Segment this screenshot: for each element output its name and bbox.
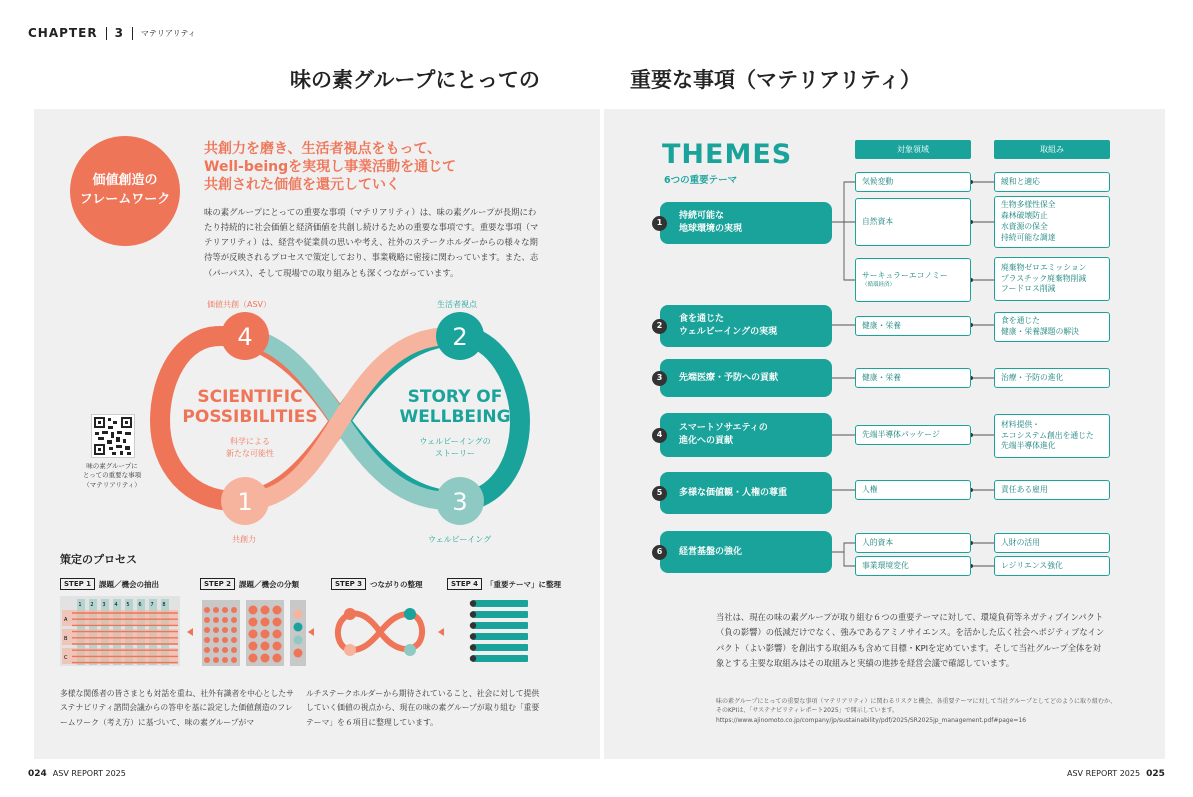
step2-dot — [222, 617, 228, 623]
action-line: 水資源の保全 — [1001, 222, 1048, 231]
framework-badge — [70, 136, 180, 246]
arrow-icon — [308, 628, 314, 636]
step4-bar-dot — [470, 644, 476, 650]
action-line: 食を通じた — [1001, 316, 1040, 326]
theme-number: 3 — [652, 371, 667, 386]
step2-dot — [213, 657, 219, 663]
footnote-url[interactable]: https://www.ajinomoto.co.jp/company/jp/sustainability/pdf/2025/SR2025jp_management.pdf#page=16 — [716, 716, 1027, 724]
action-mitigation: 緩和と適応 — [994, 172, 1110, 192]
step3-node — [344, 644, 356, 656]
action-line: 材料提供・ — [1001, 419, 1040, 429]
step4-bar — [472, 600, 528, 607]
action-line: フードロス削減 — [1001, 284, 1056, 294]
column-head-action: 取組み — [994, 140, 1110, 159]
step2-dot — [204, 647, 210, 653]
column-head-area: 対象領域 — [855, 140, 971, 159]
step2-dot — [231, 627, 237, 633]
node-4-label: 価値共創（ASV） — [207, 300, 272, 309]
step2-dot — [294, 610, 303, 619]
step4-bar-dot — [470, 633, 476, 639]
area-circular-economy — [855, 258, 971, 302]
node-3-number: 3 — [452, 488, 468, 516]
chapter-divider — [106, 27, 107, 40]
theme-number: 5 — [652, 486, 667, 501]
left-sub-2: 新たな可能性 — [226, 449, 274, 458]
area-circular-note: （循環経済） — [862, 281, 896, 288]
theme-number: 4 — [652, 428, 667, 443]
framework-headline-line: 共創された価値を還元していく — [204, 177, 400, 194]
theme-2[interactable] — [656, 305, 832, 347]
step2-dot — [213, 607, 219, 613]
step2-dot — [222, 627, 228, 633]
theme-line: 食を通じた — [679, 314, 725, 325]
theme-4[interactable] — [656, 413, 832, 457]
step2-dot — [222, 647, 228, 653]
footnote-line: そのKPIは、「サステナビリティレポート2025」で開示しています。 — [716, 707, 899, 715]
step2-dot — [261, 618, 270, 627]
footnote — [716, 697, 1136, 725]
action-employment: 責任ある雇用 — [994, 480, 1110, 500]
right-sub-2: ストーリー — [435, 449, 475, 458]
step-1 — [60, 578, 159, 590]
framework-headline-line: 共創力を磨き、生活者視点をもって、 — [204, 141, 442, 157]
action-semiconductor — [994, 414, 1110, 458]
chapter-subtitle: マテリアリティ — [140, 28, 196, 38]
area-health-nutrition-2: 健康・栄養 — [855, 368, 971, 388]
step2-dot — [261, 654, 270, 663]
process-paragraph-left: 多様な関係者の皆さまとも対話を重ね、社外有識者を中心としたサステナビリティ諮問会議からの答申を基に設定した価値創造のフレームワーク（考え方）に基づいて、味の素グループがマ — [60, 689, 294, 727]
theme-number: 6 — [652, 545, 667, 560]
step2-dot — [204, 617, 210, 623]
right-title-2: WELLBEING — [399, 407, 511, 427]
chapter-divider — [132, 27, 133, 40]
node-1-number: 1 — [237, 488, 253, 516]
step2-dot — [249, 606, 258, 615]
footer-left — [28, 769, 126, 779]
grid-col-label: 1 — [78, 602, 82, 608]
step2-dot — [261, 642, 270, 651]
page-title-right: 重要な事項（マテリアリティ） — [630, 68, 922, 92]
step2-dot — [213, 637, 219, 643]
step2-dot — [231, 637, 237, 643]
step2-dot — [249, 642, 258, 651]
step2-dot — [213, 627, 219, 633]
arrow-icon — [438, 628, 444, 636]
step-label: 「重要テーマ」に整理 — [486, 579, 562, 589]
grid-col-label: 3 — [102, 602, 106, 608]
step4-bar — [472, 611, 528, 618]
grid-col-label: 4 — [114, 602, 118, 608]
step2-dot — [294, 636, 303, 645]
footer-left-text: ASV REPORT 2025 — [52, 769, 126, 778]
action-line: 持続可能な調達 — [1001, 232, 1056, 242]
area-natural-capital: 自然資本 — [855, 198, 971, 246]
footer-right — [1067, 769, 1165, 779]
row-label: A — [64, 617, 68, 623]
page-number-left: 024 — [28, 769, 47, 779]
step4-bar-dot — [470, 622, 476, 628]
framework-body: 味の素グループにとっての重要な事項（マテリアリティ）は、味の素グループが長期にわたり持続的に社会価値と経済価値を共創し続けるための重要な事項です。重要な事項（マテリアリティ）は、経営や従業員の思いや考え、社外のステークホルダーからの様々な期待等が反映されるプロセスで策定しており、事業戦略に密接に関わっています。また、志（パーパス）、そして現場での取り組みとも深くつながっています。 — [204, 207, 539, 278]
step-tag: STEP 3 — [331, 578, 366, 590]
action-line: 健康・栄養課題の解決 — [1001, 327, 1079, 336]
area-human-rights: 人権 — [855, 480, 971, 500]
action-nutrition — [994, 312, 1110, 342]
process-illustration — [60, 596, 540, 668]
step2-dot — [249, 630, 258, 639]
grid-col-label: 2 — [90, 602, 94, 608]
area-health-nutrition: 健康・栄養 — [855, 316, 971, 336]
action-biodiversity — [994, 196, 1110, 248]
action-line: プラスチック廃棄物削減 — [1001, 273, 1087, 283]
right-title-1: STORY OF — [407, 387, 503, 407]
step2-dot — [273, 630, 282, 639]
left-title-2: POSSIBILITIES — [182, 407, 318, 427]
grid-col-label: 5 — [126, 602, 130, 608]
node-2-number: 2 — [452, 323, 468, 351]
step2-dot — [204, 637, 210, 643]
step2-dot — [249, 618, 258, 627]
step2-dot — [204, 607, 210, 613]
footer-right-text: ASV REPORT 2025 — [1067, 769, 1141, 778]
step4-bar — [472, 622, 528, 629]
theme-line: 持続可能な — [679, 211, 725, 222]
theme-line: 先端医療・予防への貢献 — [679, 372, 779, 383]
theme-number: 2 — [652, 319, 667, 334]
action-line: 廃棄物ゼロエミッション — [1001, 262, 1087, 272]
area-business-environment: 事業環境変化 — [855, 556, 971, 576]
step-3 — [331, 578, 423, 590]
step2-dot — [222, 637, 228, 643]
step-label: つながりの整理 — [370, 579, 423, 589]
node-3-label: ウェルビーイング — [428, 535, 492, 544]
themes-title: THEMES — [662, 139, 793, 170]
theme-6[interactable] — [656, 531, 832, 573]
step-tag: STEP 4 — [447, 578, 482, 590]
step4-bar-dot — [470, 611, 476, 617]
qr-caption-line: とっての重要な事項 — [82, 471, 142, 480]
action-waste — [994, 257, 1110, 301]
qr-caption — [70, 462, 154, 490]
step3-node — [404, 644, 416, 656]
step2-dot — [204, 657, 210, 663]
step3-node — [344, 608, 356, 620]
action-line: 先端半導体進化 — [1001, 441, 1056, 451]
summary-text: 当社は、現在の味の素グループが取り組む６つの重要テーマに対して、環境負荷等ネガティブインパクト（負の影響）の低減だけでなく、強みであるアミノサイエンス。を活かした広く社会へポジティブなインパクト（よい影響）を創出する取組みも含めて目標・KPIを定めています。そして当社グループ全体を対象とする主要な取組みはその取組みと実績の進捗を経営会議で確認しています。 — [716, 612, 1105, 669]
footnote-line: 味の素グループにとっての重要な事項（マテリアリティ）に関わるリスクと機会、各重要テーマに対して当社グループとしてどのように取り組むか、 — [716, 698, 1116, 705]
theme-number: 1 — [652, 216, 667, 231]
step-2 — [200, 578, 299, 590]
infinity-diagram — [150, 296, 530, 546]
action-treatment: 治療・予防の進化 — [994, 368, 1110, 388]
step-label: 課題／機会の抽出 — [99, 579, 160, 589]
chapter-label: CHAPTER — [28, 26, 98, 40]
chapter-number: 3 — [114, 26, 124, 40]
step4-bar — [472, 655, 528, 662]
framework-badge-line2: フレームワーク — [79, 192, 171, 207]
row-label: B — [64, 636, 68, 642]
step2-dot — [273, 606, 282, 615]
themes-subtitle: 6つの重要テーマ — [664, 175, 738, 186]
grid-col-label: 8 — [162, 602, 166, 608]
step-tag: STEP 2 — [200, 578, 235, 590]
step2-dot — [249, 654, 258, 663]
left-sub-1: 科学による — [230, 437, 270, 446]
area-climate: 気候変動 — [855, 172, 971, 192]
step2-dot — [231, 607, 237, 613]
framework-headline-line: Well-beingを実現し事業活動を通じて — [204, 159, 457, 176]
action-line: エコシステム創出を通じた — [1001, 430, 1094, 440]
area-semiconductor: 先端半導体パッケージ — [855, 425, 971, 445]
step4-bar-dot — [470, 655, 476, 661]
theme-line: 経営基盤の強化 — [679, 546, 743, 557]
theme-line: 多様な価値観・人権の尊重 — [679, 487, 788, 498]
process-paragraph-right: ルチステークホルダーから期待されていること、社会に対して提供していく価値の視点から、現在の味の素グループが取り組む「重要テーマ」を６項目に整理しています。 — [306, 689, 540, 727]
step2-dot — [231, 657, 237, 663]
theme-line: スマートソサエティの — [679, 423, 768, 434]
node-2-label: 生活者視点 — [437, 300, 477, 309]
step4-bar — [472, 644, 528, 651]
theme-line: 地球環境の実現 — [679, 224, 743, 234]
node-4-number: 4 — [237, 323, 253, 351]
step2-dot — [273, 654, 282, 663]
grid-col-label: 7 — [150, 602, 154, 608]
area-human-capital: 人的資本 — [855, 533, 971, 553]
step4-bar — [472, 633, 528, 640]
theme-5[interactable] — [656, 472, 832, 514]
left-title-1: SCIENTIFIC — [197, 387, 303, 407]
theme-line: ウェルビーイングの実現 — [679, 327, 778, 337]
step2-dot — [261, 630, 270, 639]
step3-node — [404, 608, 416, 620]
step2-dot — [231, 647, 237, 653]
action-resilience: レジリエンス強化 — [994, 556, 1110, 576]
page-number-right: 025 — [1146, 769, 1165, 779]
step4-bar-dot — [470, 600, 476, 606]
theme-line: 進化への貢献 — [679, 436, 734, 446]
step-label: 課題／機会の分類 — [239, 579, 300, 589]
arrow-icon — [187, 628, 193, 636]
framework-headline — [204, 140, 534, 195]
node-1-label: 共創力 — [232, 535, 256, 544]
action-talent: 人財の活用 — [994, 533, 1110, 553]
framework-badge-line1: 価値創造の — [92, 173, 158, 189]
theme-3[interactable] — [656, 359, 832, 397]
step2-dot — [204, 627, 210, 633]
qr-caption-line: 味の素グループに — [86, 462, 138, 470]
right-sub-1: ウェルビーイングの — [419, 437, 491, 446]
action-line: 森林破壊防止 — [1001, 211, 1048, 221]
qr-code-icon[interactable] — [91, 414, 135, 458]
step-4 — [447, 578, 561, 590]
step2-dot — [231, 617, 237, 623]
step2-dot — [294, 649, 303, 658]
action-line: 生物多様性保全 — [1001, 200, 1056, 210]
step2-dot — [261, 606, 270, 615]
step2-dot — [213, 647, 219, 653]
step2-dot — [222, 657, 228, 663]
step2-dot — [222, 607, 228, 613]
step2-dot — [213, 617, 219, 623]
step2-dot — [294, 623, 303, 632]
page-title-left: 味の素グループにとっての — [290, 68, 540, 92]
step-tag: STEP 1 — [60, 578, 95, 590]
row-label: C — [64, 655, 68, 661]
process-title: 策定のプロセス — [60, 553, 137, 566]
area-circular-label: サーキュラーエコノミー — [862, 270, 948, 280]
chapter-header — [28, 26, 196, 40]
theme-1[interactable] — [656, 202, 832, 244]
step2-dot — [273, 642, 282, 651]
qr-caption-line: （マテリアリティ） — [83, 480, 141, 489]
step2-dot — [273, 618, 282, 627]
grid-col-label: 6 — [138, 602, 142, 608]
